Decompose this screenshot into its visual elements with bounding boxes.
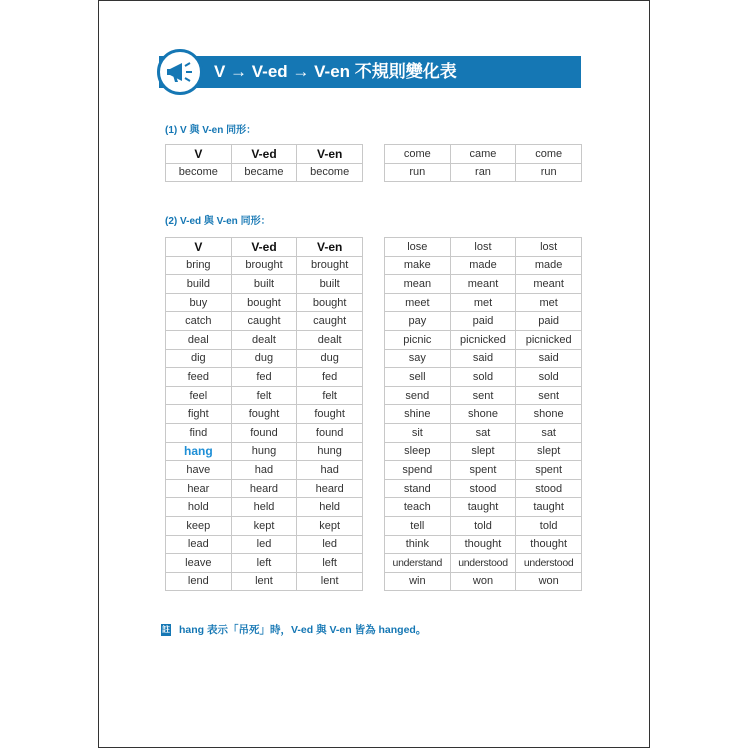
table-cell: fought <box>297 405 363 424</box>
table-cell: kept <box>231 516 297 535</box>
table-cell: teach <box>385 498 451 517</box>
table-row <box>385 461 582 480</box>
table-row <box>385 349 582 368</box>
table-cell: become <box>297 163 363 182</box>
table-row <box>385 368 582 387</box>
table-cell: sat <box>516 423 582 442</box>
table-cell: met <box>516 293 582 312</box>
table-row <box>385 386 582 405</box>
table-row <box>385 423 582 442</box>
table-row <box>385 256 582 275</box>
table-cell: led <box>297 535 363 554</box>
table-cell: built <box>297 275 363 294</box>
table-row <box>385 442 582 461</box>
section1-label: (1) V 與 V-en 同形： <box>165 125 257 136</box>
table-cell: lead <box>166 535 232 554</box>
table-row <box>385 238 582 257</box>
table-cell: won <box>516 572 582 591</box>
table-cell: picnicked <box>450 330 516 349</box>
table-cell: come <box>516 145 582 164</box>
table-cell: lose <box>385 238 451 257</box>
table-cell: understood <box>516 554 582 573</box>
table-cell: sent <box>516 386 582 405</box>
table-cell: made <box>516 256 582 275</box>
table-cell: bought <box>231 293 297 312</box>
table-row <box>166 386 363 405</box>
table-header-row <box>166 145 363 164</box>
table-cell: left <box>297 554 363 573</box>
table-cell: deal <box>166 330 232 349</box>
table-cell: sat <box>450 423 516 442</box>
table-cell: stood <box>450 479 516 498</box>
table-cell: said <box>516 349 582 368</box>
header-cell: V <box>166 238 232 257</box>
table-cell: paid <box>450 312 516 331</box>
footnote <box>161 622 426 637</box>
table-cell: heard <box>231 479 297 498</box>
table-cell: feed <box>166 368 232 387</box>
table-row <box>166 535 363 554</box>
table-cell: buy <box>166 293 232 312</box>
table-cell: meant <box>516 275 582 294</box>
table-row <box>166 516 363 535</box>
table-cell: understood <box>450 554 516 573</box>
table-cell: keep <box>166 516 232 535</box>
table-cell: lost <box>516 238 582 257</box>
table-cell: sold <box>450 368 516 387</box>
table-cell: build <box>166 275 232 294</box>
table-cell: held <box>297 498 363 517</box>
table-cell: meant <box>450 275 516 294</box>
footnote-text: hang 表示「吊死」時，V-ed 與 V-en 皆為 hanged。 <box>179 624 427 636</box>
section2-label: (2) V-ed 與 V-en 同形： <box>165 216 271 227</box>
table-row <box>166 479 363 498</box>
table-cell: stood <box>516 479 582 498</box>
table-row <box>385 330 582 349</box>
table-cell: met <box>450 293 516 312</box>
table-cell: catch <box>166 312 232 331</box>
table-cell: taught <box>450 498 516 517</box>
table-cell: felt <box>297 386 363 405</box>
table-row <box>166 461 363 480</box>
table-row <box>166 163 363 182</box>
header-cell: V-ed <box>231 145 297 164</box>
table-row <box>385 554 582 573</box>
header-cell: V-ed <box>231 238 297 257</box>
table-cell: mean <box>385 275 451 294</box>
section1-left-table <box>165 144 363 182</box>
table-cell: sold <box>516 368 582 387</box>
table-cell: sell <box>385 368 451 387</box>
table-cell: fight <box>166 405 232 424</box>
table-cell: slept <box>516 442 582 461</box>
table-row <box>385 275 582 294</box>
table-cell: dug <box>297 349 363 368</box>
table-row <box>385 572 582 591</box>
table-cell: picnicked <box>516 330 582 349</box>
table-row <box>166 256 363 275</box>
table-cell: came <box>450 145 516 164</box>
table-cell: built <box>231 275 297 294</box>
table-cell: had <box>231 461 297 480</box>
table-cell: come <box>385 145 451 164</box>
table-row <box>166 330 363 349</box>
table-cell: hung <box>231 442 297 461</box>
table-cell: told <box>516 516 582 535</box>
table-cell: caught <box>297 312 363 331</box>
table-row <box>166 275 363 294</box>
table-row <box>385 405 582 424</box>
table-cell: bring <box>166 256 232 275</box>
table-cell: win <box>385 572 451 591</box>
table-cell: made <box>450 256 516 275</box>
table-cell: kept <box>297 516 363 535</box>
table-row <box>166 423 363 442</box>
table-cell: ran <box>450 163 516 182</box>
table-row <box>166 349 363 368</box>
table-cell: left <box>231 554 297 573</box>
table-cell: hung <box>297 442 363 461</box>
table-cell: dug <box>231 349 297 368</box>
table-cell: fought <box>231 405 297 424</box>
table-cell: run <box>385 163 451 182</box>
table-cell: fed <box>297 368 363 387</box>
table-cell: run <box>516 163 582 182</box>
table-cell: held <box>231 498 297 517</box>
table-cell: dealt <box>297 330 363 349</box>
table-cell: feel <box>166 386 232 405</box>
table-cell: tell <box>385 516 451 535</box>
table-cell: brought <box>231 256 297 275</box>
table-row <box>385 498 582 517</box>
table-cell: leave <box>166 554 232 573</box>
table-row <box>166 572 363 591</box>
table-row <box>385 516 582 535</box>
table-cell: hear <box>166 479 232 498</box>
table-cell: found <box>297 423 363 442</box>
table-cell: thought <box>516 535 582 554</box>
table-cell: send <box>385 386 451 405</box>
table-cell: fed <box>231 368 297 387</box>
table-cell: lend <box>166 572 232 591</box>
table-cell: won <box>450 572 516 591</box>
table-cell: caught <box>231 312 297 331</box>
table-cell: pay <box>385 312 451 331</box>
table-cell: spend <box>385 461 451 480</box>
table-cell: shine <box>385 405 451 424</box>
table-cell: sleep <box>385 442 451 461</box>
table-header-row <box>166 238 363 257</box>
table-cell: spent <box>450 461 516 480</box>
table-row <box>385 479 582 498</box>
table-row <box>385 312 582 331</box>
table-cell: bought <box>297 293 363 312</box>
table-cell: picnic <box>385 330 451 349</box>
section2-right-table <box>384 237 582 591</box>
table-row <box>166 498 363 517</box>
megaphone-icon <box>157 49 203 95</box>
table-cell: understand <box>385 554 451 573</box>
table-cell: taught <box>516 498 582 517</box>
header-cell: V-en <box>297 238 363 257</box>
table-cell: felt <box>231 386 297 405</box>
table-row <box>166 405 363 424</box>
table-cell: found <box>231 423 297 442</box>
table-row <box>385 535 582 554</box>
table-row <box>166 312 363 331</box>
table-cell: hold <box>166 498 232 517</box>
table-row <box>166 293 363 312</box>
header-cell: V-en <box>297 145 363 164</box>
table-row <box>385 293 582 312</box>
section1-right-table <box>384 144 582 182</box>
table-cell: dig <box>166 349 232 368</box>
table-row <box>385 163 582 182</box>
table-cell: lost <box>450 238 516 257</box>
table-cell: brought <box>297 256 363 275</box>
table-cell: sent <box>450 386 516 405</box>
table-cell: had <box>297 461 363 480</box>
table-cell: led <box>231 535 297 554</box>
table-cell: stand <box>385 479 451 498</box>
table-cell: sit <box>385 423 451 442</box>
table-row <box>166 554 363 573</box>
table-cell: meet <box>385 293 451 312</box>
table-cell: heard <box>297 479 363 498</box>
table-cell: dealt <box>231 330 297 349</box>
highlighted-verb: hang <box>166 442 232 461</box>
table-row <box>166 368 363 387</box>
table-cell: told <box>450 516 516 535</box>
table-cell: spent <box>516 461 582 480</box>
table-cell: become <box>166 163 232 182</box>
table-cell: shone <box>450 405 516 424</box>
page-title: V → V-ed → V-en 不規則變化表 <box>214 62 457 81</box>
table-cell: shone <box>516 405 582 424</box>
note-icon: 註 <box>162 624 170 634</box>
table-cell: have <box>166 461 232 480</box>
book-page <box>98 0 650 748</box>
table-cell: think <box>385 535 451 554</box>
table-row <box>385 145 582 164</box>
table-cell: became <box>231 163 297 182</box>
section2-left-table <box>165 237 363 591</box>
table-cell: say <box>385 349 451 368</box>
table-cell: thought <box>450 535 516 554</box>
table-cell: make <box>385 256 451 275</box>
table-cell: said <box>450 349 516 368</box>
header-cell: V <box>166 145 232 164</box>
table-cell: find <box>166 423 232 442</box>
table-cell: lent <box>231 572 297 591</box>
table-cell: lent <box>297 572 363 591</box>
table-cell: paid <box>516 312 582 331</box>
table-cell: slept <box>450 442 516 461</box>
table-row <box>166 442 363 461</box>
